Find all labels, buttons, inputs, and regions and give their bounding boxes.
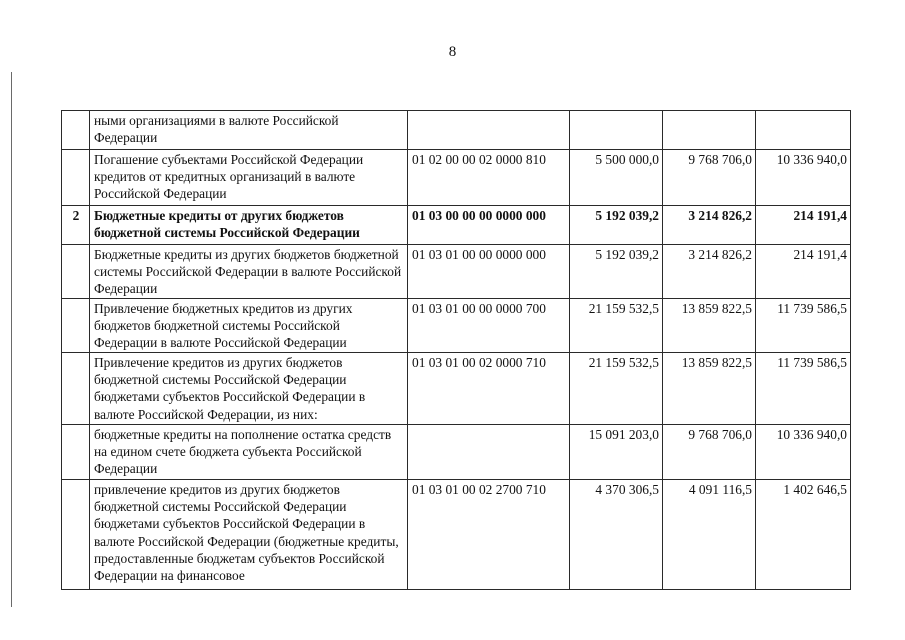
row-code bbox=[408, 111, 570, 150]
row-value-1: 15 091 203,0 bbox=[570, 425, 663, 480]
row-number bbox=[62, 111, 90, 150]
row-code bbox=[408, 425, 570, 480]
row-name: привлечение кредитов из других бюджетов бюджетной системы Российской Федерации бюджетами субъектов Российской Федерации в валюте Российской Федерации (бюджетные кредиты, предоставленные бюджетам субъектов Российской Федерации на финансовое bbox=[90, 480, 408, 590]
row-value-3: 11 739 586,5 bbox=[756, 299, 851, 353]
page-number: 8 bbox=[448, 44, 457, 60]
row-value-3 bbox=[756, 111, 851, 150]
row-name: ными организациями в валюте Российской Федерации bbox=[90, 111, 408, 150]
row-value-3: 10 336 940,0 bbox=[756, 425, 851, 480]
row-value-2: 13 859 822,5 bbox=[663, 299, 756, 353]
row-value-3: 10 336 940,0 bbox=[756, 150, 851, 206]
row-value-3: 214 191,4 bbox=[756, 206, 851, 245]
row-value-2: 13 859 822,5 bbox=[663, 353, 756, 425]
table-row bbox=[62, 425, 851, 480]
row-number: 2 bbox=[62, 206, 90, 245]
budget-sources-table bbox=[61, 110, 851, 590]
row-number bbox=[62, 425, 90, 480]
row-code: 01 03 01 00 02 2700 710 bbox=[408, 480, 570, 590]
row-value-2: 3 214 826,2 bbox=[663, 245, 756, 299]
row-number bbox=[62, 353, 90, 425]
table-row bbox=[62, 206, 851, 245]
row-value-2: 3 214 826,2 bbox=[663, 206, 756, 245]
table-row bbox=[62, 480, 851, 590]
row-name: Бюджетные кредиты из других бюджетов бюджетной системы Российской Федерации в валюте Российской Федерации bbox=[90, 245, 408, 299]
row-number bbox=[62, 245, 90, 299]
table-row bbox=[62, 245, 851, 299]
row-number bbox=[62, 150, 90, 206]
row-name: Погашение субъектами Российской Федерации кредитов от кредитных организаций в валюте Российской Федерации bbox=[90, 150, 408, 206]
table-row bbox=[62, 111, 851, 150]
table-row bbox=[62, 353, 851, 425]
row-value-2: 9 768 706,0 bbox=[663, 425, 756, 480]
row-name: Бюджетные кредиты от других бюджетов бюджетной системы Российской Федерации bbox=[90, 206, 408, 245]
row-number bbox=[62, 299, 90, 353]
row-value-1: 21 159 532,5 bbox=[570, 353, 663, 425]
row-name: бюджетные кредиты на пополнение остатка средств на едином счете бюджета субъекта Российской Федерации bbox=[90, 425, 408, 480]
row-value-3: 214 191,4 bbox=[756, 245, 851, 299]
table-row bbox=[62, 299, 851, 353]
row-value-2: 4 091 116,5 bbox=[663, 480, 756, 590]
row-value-3: 11 739 586,5 bbox=[756, 353, 851, 425]
row-name: Привлечение бюджетных кредитов из других бюджетов бюджетной системы Российской Федерации в валюте Российской Федерации bbox=[90, 299, 408, 353]
row-name: Привлечение кредитов из других бюджетов бюджетной системы Российской Федерации бюджетами субъектов Российской Федерации в валюте Российской Федерации, из них: bbox=[90, 353, 408, 425]
row-number bbox=[62, 480, 90, 590]
row-code: 01 03 00 00 00 0000 000 bbox=[408, 206, 570, 245]
row-value-2 bbox=[663, 111, 756, 150]
row-code: 01 02 00 00 02 0000 810 bbox=[408, 150, 570, 206]
row-value-1: 21 159 532,5 bbox=[570, 299, 663, 353]
row-value-1: 5 192 039,2 bbox=[570, 206, 663, 245]
row-value-1: 4 370 306,5 bbox=[570, 480, 663, 590]
row-value-1 bbox=[570, 111, 663, 150]
row-code: 01 03 01 00 00 0000 700 bbox=[408, 299, 570, 353]
row-value-1: 5 500 000,0 bbox=[570, 150, 663, 206]
table-row bbox=[62, 150, 851, 206]
row-value-2: 9 768 706,0 bbox=[663, 150, 756, 206]
row-value-3: 1 402 646,5 bbox=[756, 480, 851, 590]
row-code: 01 03 01 00 00 0000 000 bbox=[408, 245, 570, 299]
row-code: 01 03 01 00 02 0000 710 bbox=[408, 353, 570, 425]
page-left-rule bbox=[11, 72, 12, 607]
row-value-1: 5 192 039,2 bbox=[570, 245, 663, 299]
